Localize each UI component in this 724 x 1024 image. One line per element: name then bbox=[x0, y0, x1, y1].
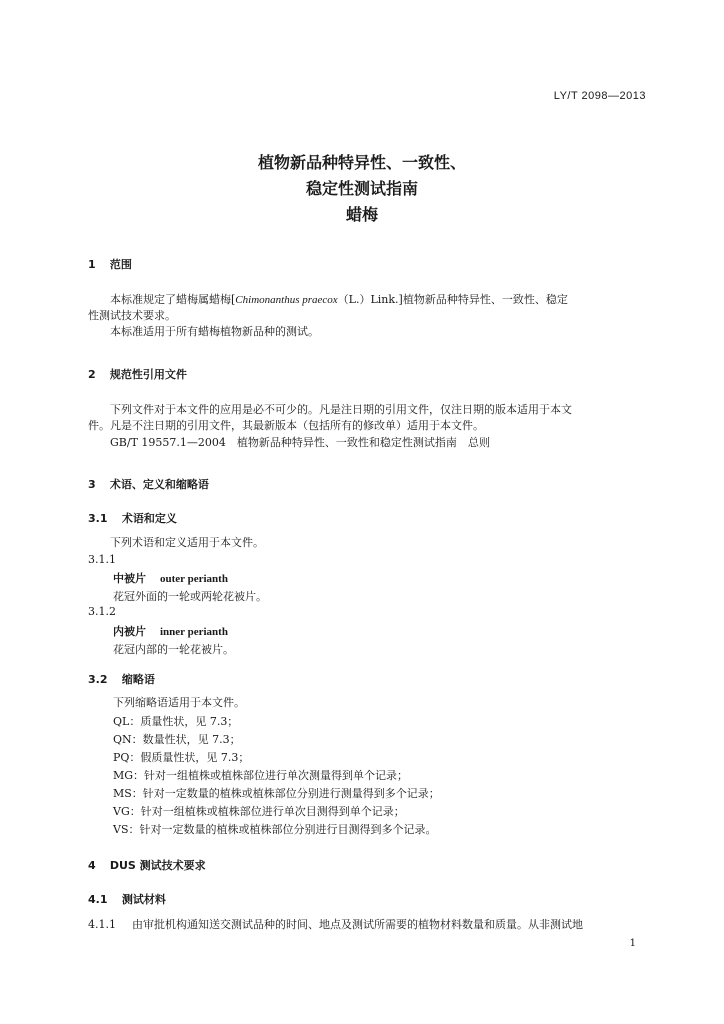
section-4-heading bbox=[88, 857, 206, 873]
abbreviation-item: MS：针对一定数量的植株或植株部位分别进行测量得到多个记录； bbox=[113, 787, 440, 800]
scope-applicability: 本标准适用于所有蜡梅植物新品种的测试。 bbox=[110, 325, 319, 338]
scope-paragraph-line-2: 性测试技术要求。 bbox=[88, 309, 176, 322]
section-2-heading bbox=[88, 366, 187, 382]
normative-paragraph-line-2: 件。凡是不注日期的引用文件，其最新版本（包括所有的修改单）适用于本文件。 bbox=[88, 419, 484, 432]
term-english: outer perianth bbox=[160, 573, 228, 585]
section-number: 3 bbox=[88, 478, 96, 491]
subsection-title: 术语和定义 bbox=[121, 512, 177, 525]
document-title-line-1: 植物新品种特异性、一致性、 bbox=[257, 153, 466, 172]
abbreviation-item: VG：针对一组植株或植株部位进行单次目测得到单个记录； bbox=[113, 805, 405, 818]
subsection-number: 3.1 bbox=[88, 512, 108, 525]
term-entry bbox=[113, 570, 228, 586]
standard-number: LY/T 2098—2013 bbox=[553, 90, 646, 102]
clause-number: 4.1.1 bbox=[88, 918, 116, 931]
document-title-line-2: 稳定性测试指南 bbox=[305, 179, 418, 198]
document-title-line-3: 蜡梅 bbox=[345, 205, 378, 224]
normative-reference: GB/T 19557.1—2004 植物新品种特异性、一致性和稳定性测试指南 总则 bbox=[110, 436, 490, 449]
term-entry bbox=[113, 623, 228, 639]
subsection-3-2-heading bbox=[88, 671, 155, 687]
section-number: 2 bbox=[88, 368, 96, 381]
abbreviation-item: QL：质量性状，见 7.3； bbox=[113, 715, 239, 728]
term-chinese: 内被片 bbox=[113, 625, 146, 638]
term-number: 3.1.1 bbox=[88, 553, 116, 566]
subsection-number: 4.1 bbox=[88, 893, 108, 906]
page-number: 1 bbox=[629, 938, 636, 949]
subsection-title: 测试材料 bbox=[121, 893, 166, 906]
clause-4-1-1 bbox=[88, 918, 583, 932]
section-title: 规范性引用文件 bbox=[109, 368, 187, 381]
term-definition: 花冠外面的一轮或两轮花被片。 bbox=[113, 590, 267, 603]
scope-text: 本标准规定了蜡梅属蜡梅[ bbox=[110, 293, 236, 306]
section-title: 范围 bbox=[109, 258, 132, 271]
abbreviation-item: PQ：假质量性状，见 7.3； bbox=[113, 751, 250, 764]
normative-paragraph-line-1: 下列文件对于本文件的应用是必不可少的。凡是注日期的引用文件，仅注日期的版本适用于本文 bbox=[110, 403, 572, 416]
section-1-heading bbox=[88, 256, 132, 272]
term-chinese: 中被片 bbox=[113, 572, 146, 585]
scientific-name: Chimonanthus praecox bbox=[235, 294, 338, 306]
section-number: 1 bbox=[88, 258, 96, 271]
section-3-heading bbox=[88, 476, 209, 492]
subsection-number: 3.2 bbox=[88, 673, 108, 686]
scope-paragraph-line-1 bbox=[110, 293, 568, 307]
subsection-3-1-heading bbox=[88, 510, 177, 526]
term-number: 3.1.2 bbox=[88, 605, 116, 618]
term-english: inner perianth bbox=[160, 626, 228, 638]
abbreviation-item: QN：数量性状，见 7.3； bbox=[113, 733, 241, 746]
abbreviation-item: VS：针对一定数量的植株或植株部位分别进行目测得到多个记录。 bbox=[113, 823, 437, 836]
subsection-title: 缩略语 bbox=[121, 673, 155, 686]
term-definition: 花冠内部的一轮花被片。 bbox=[113, 643, 234, 656]
section-title: 术语、定义和缩略语 bbox=[109, 478, 209, 491]
clause-text: 由审批机构通知送交测试品种的时间、地点及测试所需要的植物材料数量和质量。从非测试地 bbox=[132, 918, 583, 931]
abbreviation-item: MG：针对一组植株或植株部位进行单次测量得到单个记录； bbox=[113, 769, 409, 782]
scope-text: （L.）Link.]植物新品种特异性、一致性、稳定 bbox=[337, 293, 568, 306]
section-title: DUS 测试技术要求 bbox=[109, 859, 206, 872]
section-number: 4 bbox=[88, 859, 96, 872]
subsection-4-1-heading bbox=[88, 891, 166, 907]
abbreviations-intro: 下列缩略语适用于本文件。 bbox=[113, 696, 245, 709]
terms-intro: 下列术语和定义适用于本文件。 bbox=[110, 536, 264, 549]
